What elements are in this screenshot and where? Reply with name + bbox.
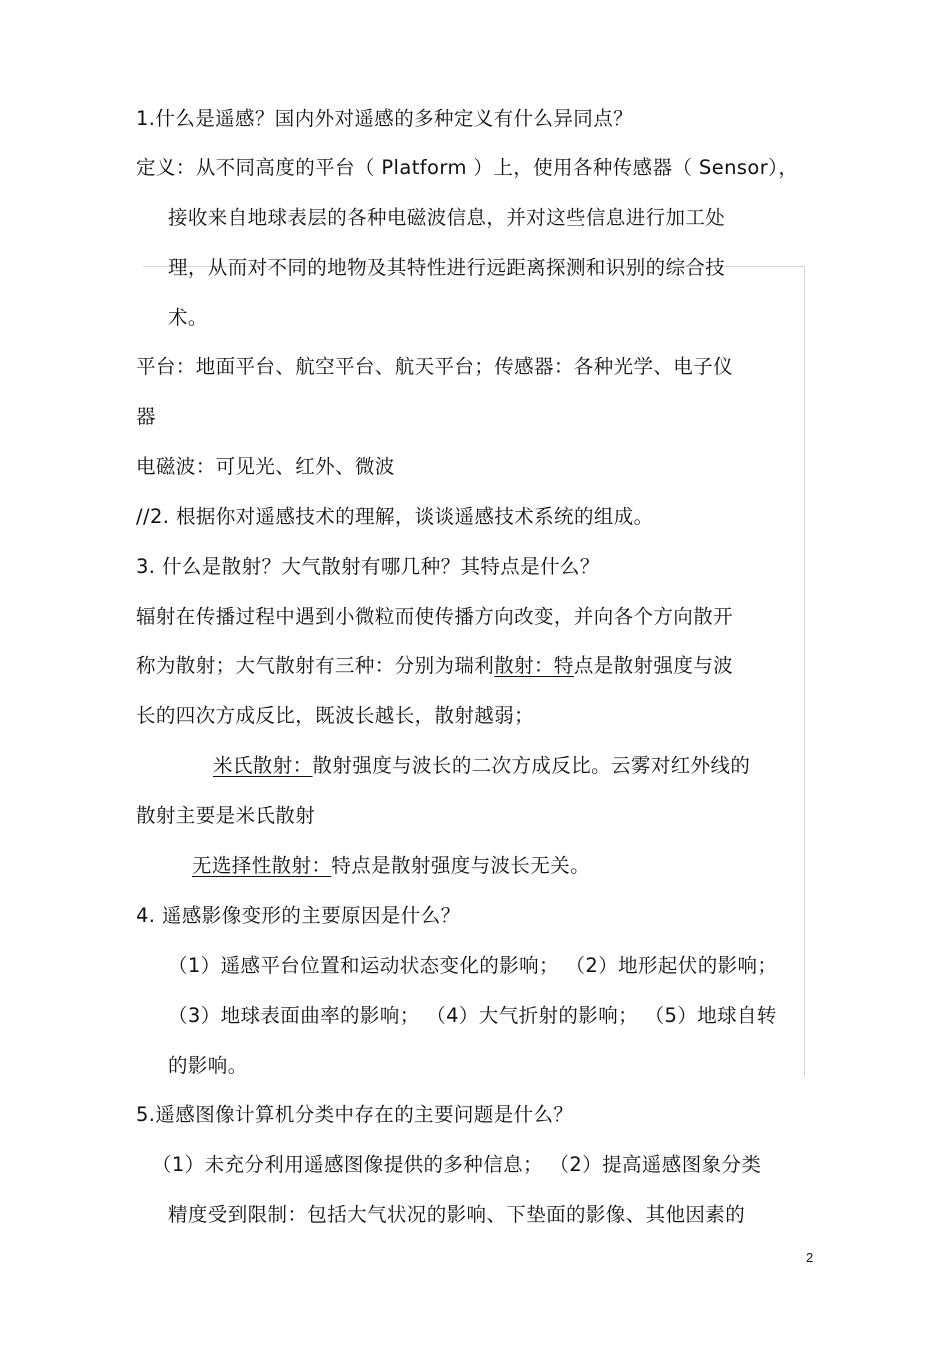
classification-problems-line-1: （1）未充分利用遥感图像提供的多种信息； （2）提高遥感图象分类 — [152, 1153, 762, 1176]
mie-scattering-term: 米氏散射： — [213, 754, 313, 777]
question-3-heading: 3. 什么是散射？大气散射有哪几种？其特点是什么？ — [136, 555, 600, 578]
scattering-line-3: 长的四次方成反比，既波长越长，散射越弱； — [136, 704, 535, 727]
page-number: 2 — [806, 1250, 814, 1265]
definition-line-3: 理，从而对不同的地物及其特性进行远距离探测和识别的综合技 — [168, 256, 726, 279]
question-5-heading: 5.遥感图像计算机分类中存在的主要问题是什么？ — [136, 1103, 574, 1126]
scattering-line-2-pre: 称为散射；大气散射有三种：分别为瑞利 — [136, 654, 495, 677]
nonselective-post: 特点是散射强度与波长无关。 — [331, 854, 591, 877]
distortion-causes-line-3: 的影响。 — [168, 1054, 248, 1077]
scattering-line-2 — [136, 652, 733, 680]
mie-scattering-line-2: 散射主要是米氏散射 — [136, 804, 316, 827]
scattering-line-1: 辐射在传播过程中遇到小微粒而使传播方向改变，并向各个方向散开 — [136, 605, 734, 628]
question-2-heading: //2. 根据你对遥感技术的理解，谈谈遥感技术系统的组成。 — [136, 505, 654, 528]
question-1-heading: 1.什么是遥感？国内外对遥感的多种定义有什么异同点？ — [136, 107, 634, 130]
nonselective-scattering-line — [192, 852, 590, 880]
definition-line-2: 接收来自地球表层的各种电磁波信息，并对这些信息进行加工处 — [168, 206, 726, 229]
platform-sensor-line-2: 器 — [136, 405, 156, 428]
nonselective-scattering-term: 无选择性散射： — [192, 854, 332, 877]
rayleigh-scattering-term: 散射：特 — [494, 654, 574, 677]
question-4-heading: 4. 遥感影像变形的主要原因是什么？ — [136, 904, 461, 927]
definition-line-1: 定义：从不同高度的平台（ Platform ）上，使用各种传感器（ Sensor）， — [136, 156, 799, 179]
mie-scattering-line-1 — [213, 752, 750, 780]
scattering-line-2-post: 点是散射强度与波 — [573, 654, 734, 677]
classification-problems-line-2: 精度受到限制：包括大气状况的影响、下垫面的影像、其他因素的 — [168, 1203, 746, 1226]
platform-sensor-line-1: 平台：地面平台、航空平台、航天平台；传感器：各种光学、电子仪 — [136, 355, 734, 378]
mie-scattering-post: 散射强度与波长的二次方成反比。云雾对红外线的 — [312, 754, 751, 777]
distortion-causes-line-2: （3）地球表面曲率的影响； （4）大气折射的影响； （5）地球自转 — [168, 1004, 777, 1027]
electromagnetic-wave-line: 电磁波：可见光、红外、微波 — [136, 455, 395, 478]
distortion-causes-line-1: （1）遥感平台位置和运动状态变化的影响； （2）地形起伏的影响； — [168, 954, 778, 977]
definition-line-4: 术。 — [168, 306, 208, 329]
